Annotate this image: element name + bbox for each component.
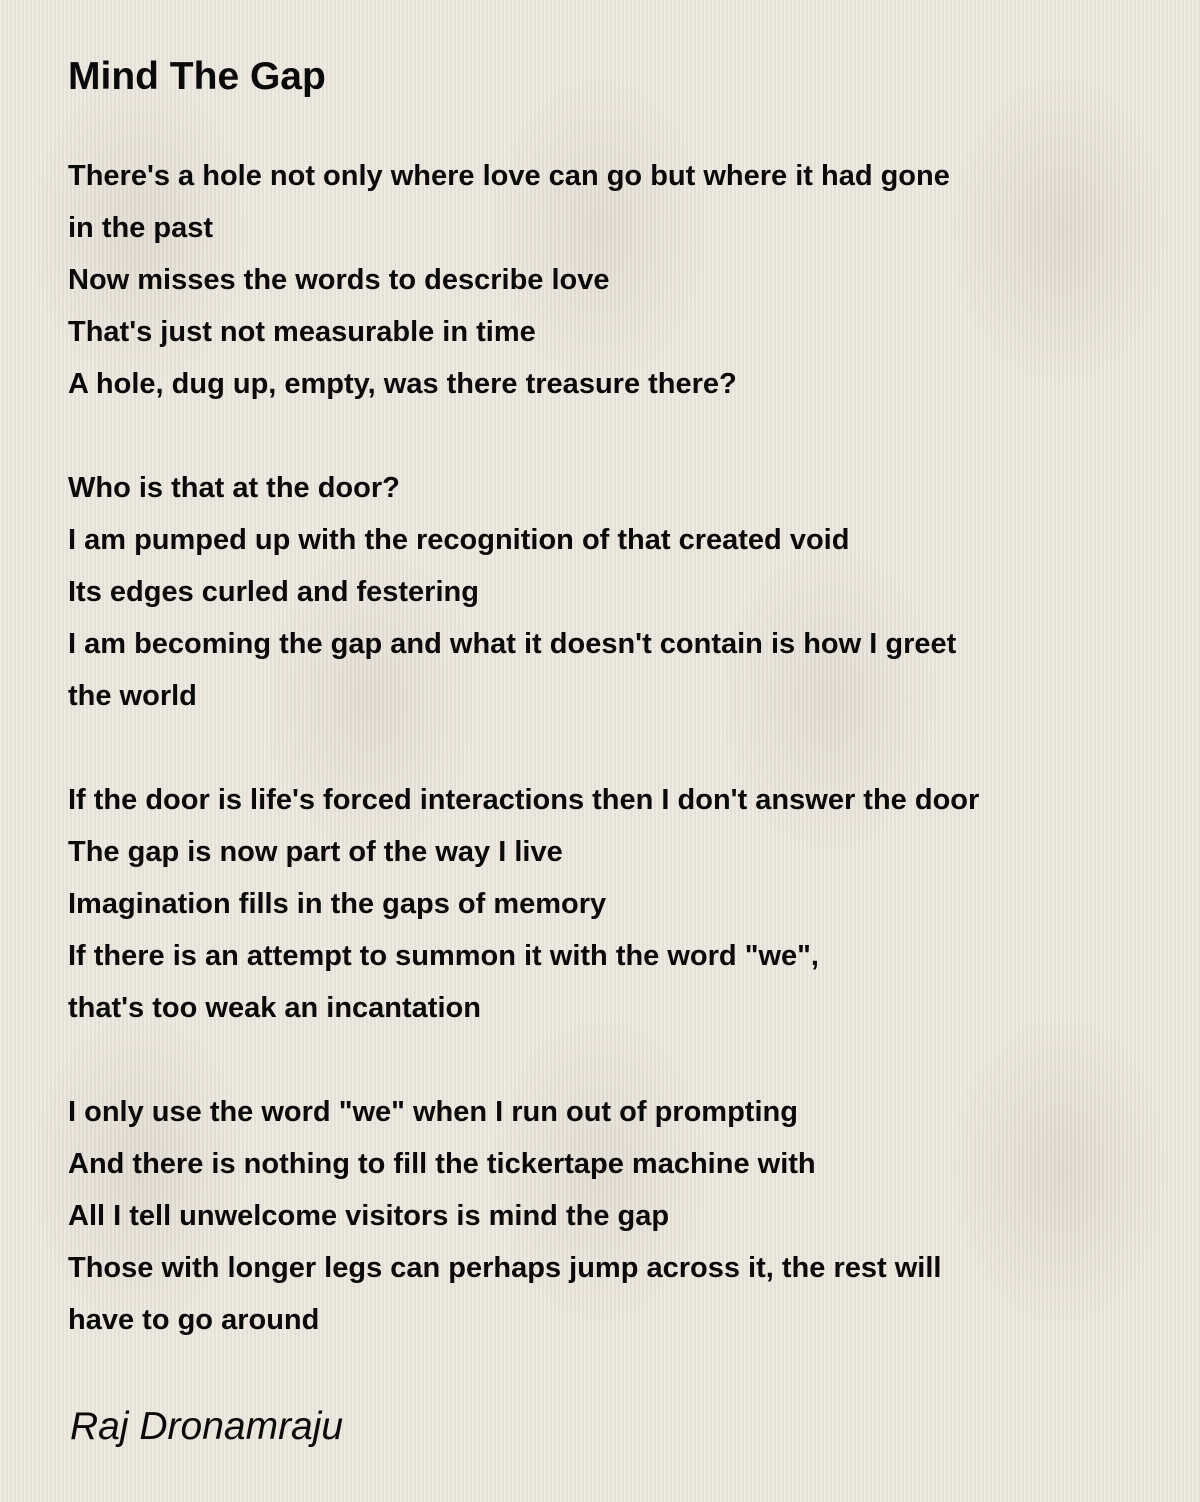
poem-line: I only use the word "we" when I run out of prompting [68, 1096, 798, 1128]
poem-line: All I tell unwelcome visitors is mind the gap [68, 1200, 670, 1232]
poem-line: have to go around [68, 1304, 320, 1336]
poem-line: Who is that at the door? [68, 472, 400, 504]
poem-body [68, 150, 1168, 1398]
poem-line: There's a hole not only where love can go but where it had gone [68, 160, 950, 192]
poem-line: If the door is life's forced interactions then I don't answer the door [68, 784, 980, 816]
poem-line: Those with longer legs can perhaps jump across it, the rest will [68, 1252, 942, 1284]
poem-line: And there is nothing to fill the tickertape machine with [68, 1148, 816, 1180]
poem-line: that's too weak an incantation [68, 992, 481, 1024]
poem-line: If there is an attempt to summon it with the word "we", [68, 940, 819, 972]
stanza-4 [68, 1086, 1168, 1346]
poem-line: The gap is now part of the way I live [68, 836, 563, 868]
poem-line: I am becoming the gap and what it doesn't contain is how I greet [68, 628, 957, 660]
poem-author: Raj Dronamraju [70, 1405, 344, 1448]
poem-line: A hole, dug up, empty, was there treasure there? [68, 368, 737, 400]
poem-line: Imagination fills in the gaps of memory [68, 888, 607, 920]
poem-line: That's just not measurable in time [68, 316, 536, 348]
stanza-2 [68, 462, 1168, 722]
poem-line: I am pumped up with the recognition of that created void [68, 524, 850, 556]
stanza-1 [68, 150, 1168, 410]
poem-line: Now misses the words to describe love [68, 264, 610, 296]
poem-line: Its edges curled and festering [68, 576, 479, 608]
poem-line: in the past [68, 212, 214, 244]
poem-line: the world [68, 680, 197, 712]
stanza-3 [68, 774, 1168, 1034]
poem-title: Mind The Gap [68, 55, 326, 98]
